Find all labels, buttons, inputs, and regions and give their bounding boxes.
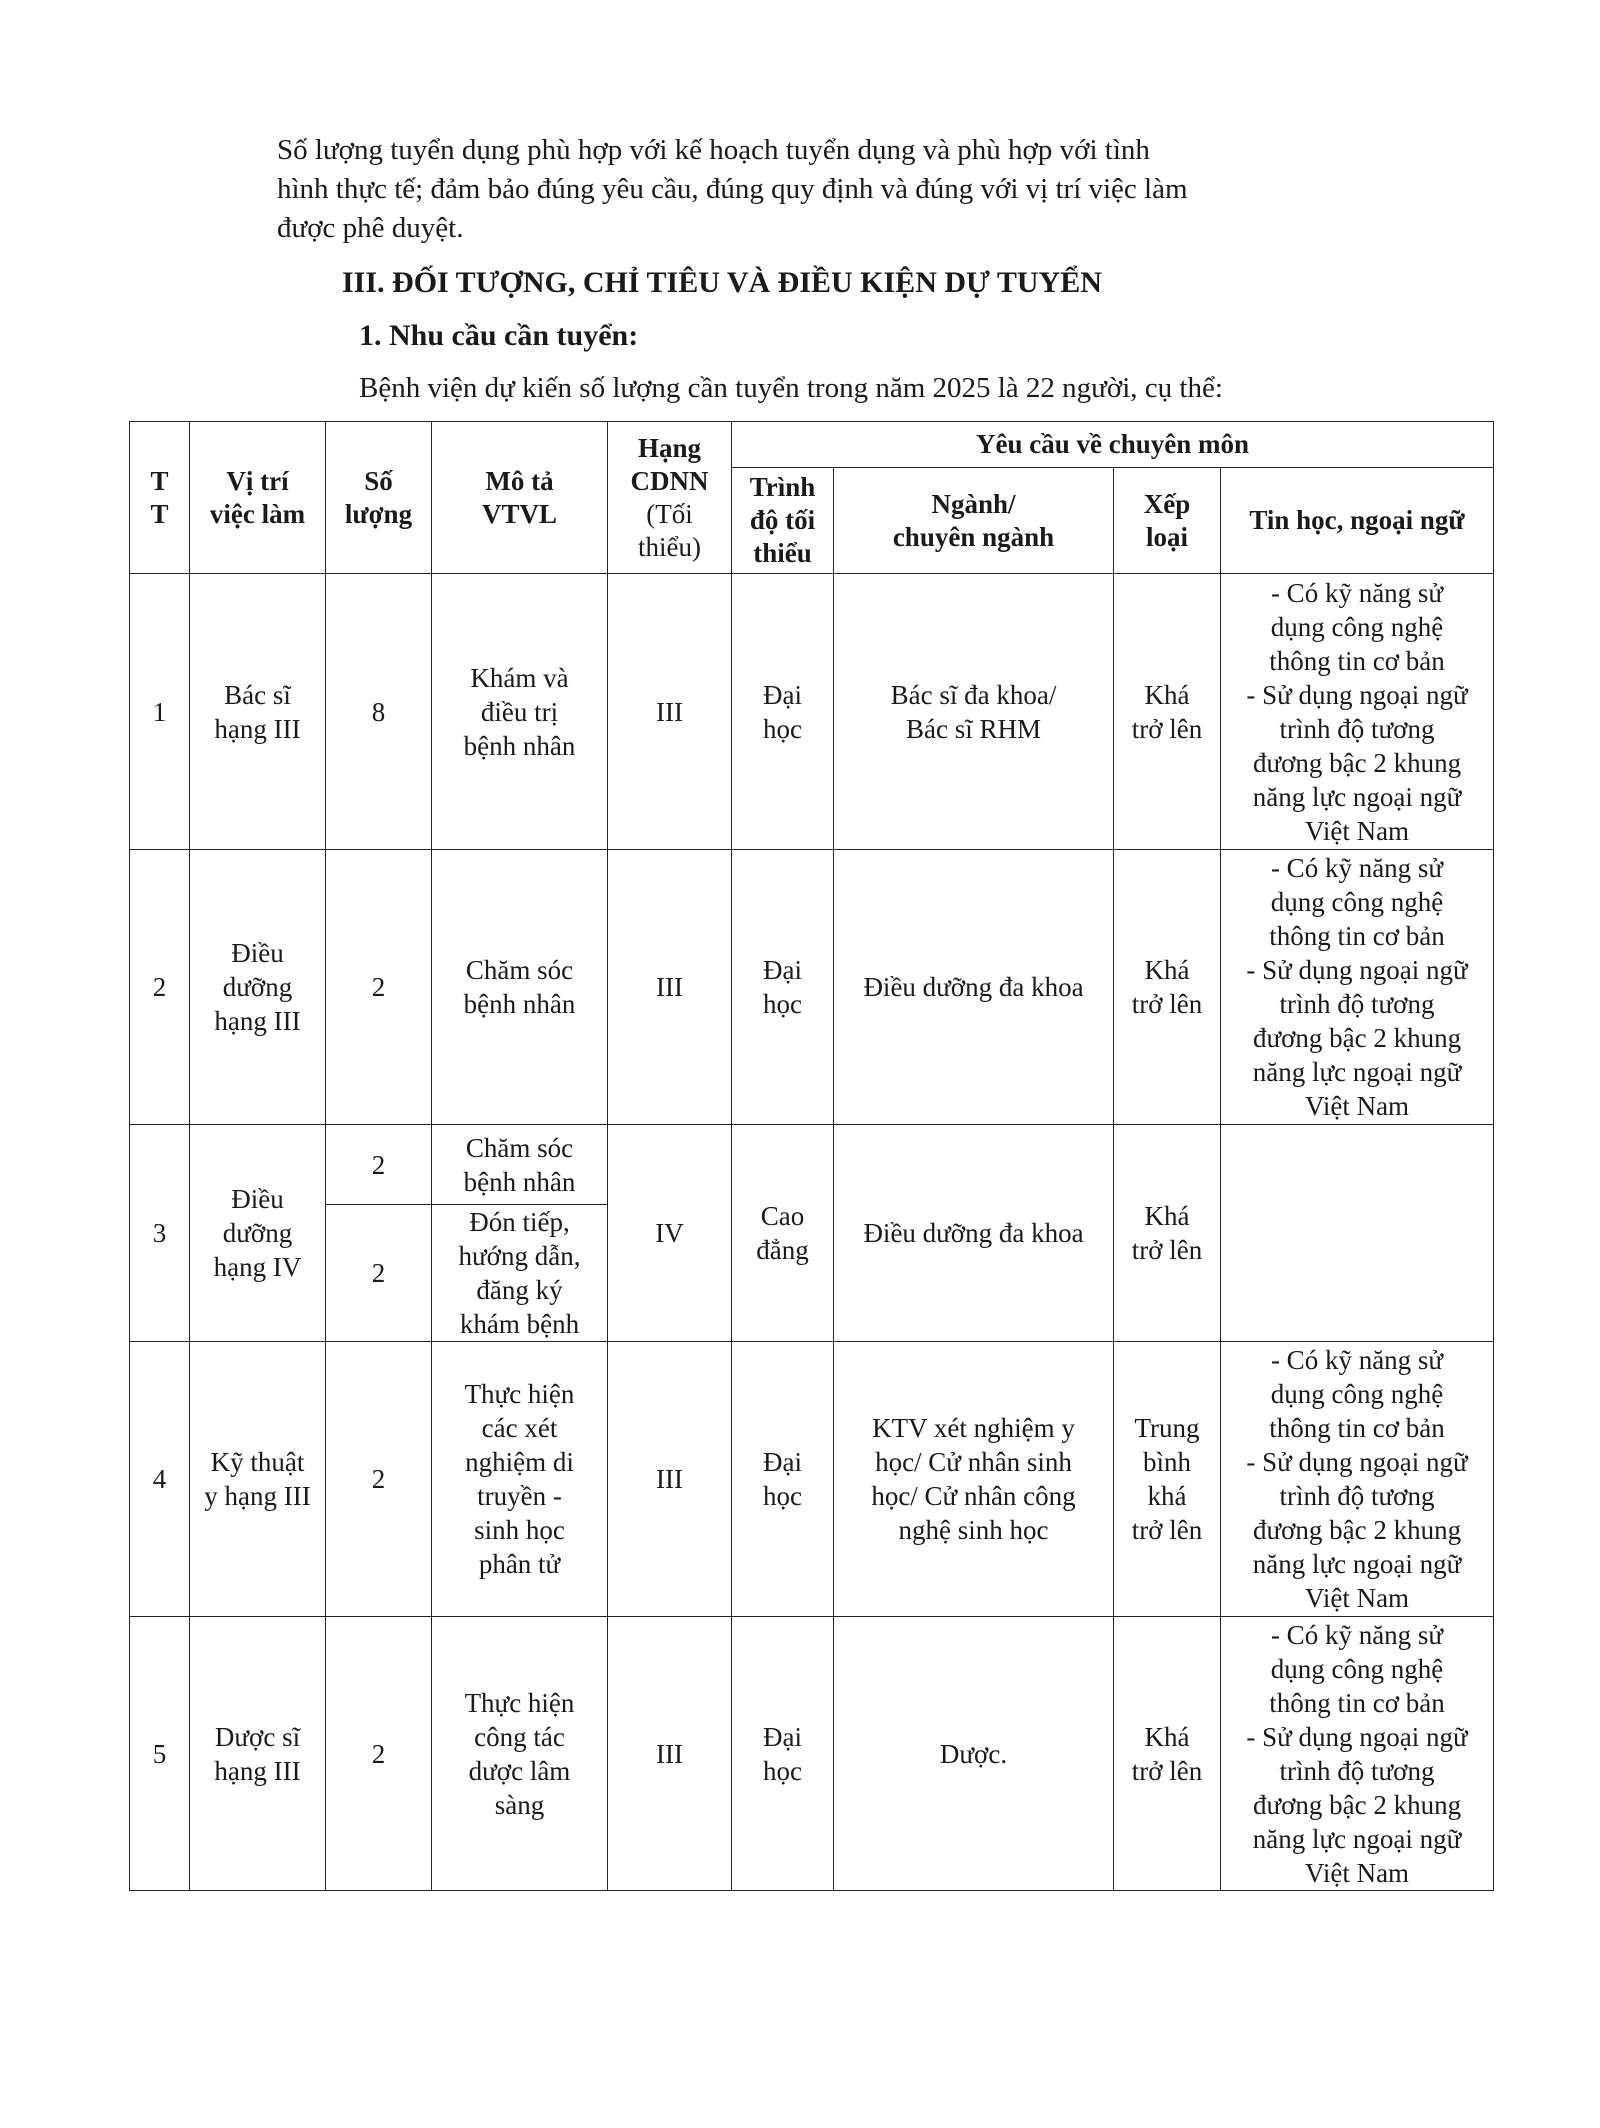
cell-level: Đại học [732, 1617, 834, 1891]
header-position: Vị trí việc làm [190, 422, 326, 574]
cell-description: Chăm sóc bệnh nhân [432, 850, 608, 1125]
header-it-language: Tin học, ngoại ngữ [1221, 468, 1494, 574]
cell-description: Đón tiếp, hướng dẫn, đăng ký khám bệnh [432, 1205, 608, 1342]
recruitment-table [129, 421, 1494, 1891]
table-row [130, 574, 1494, 850]
cell-position: Kỹ thuật y hạng III [190, 1342, 326, 1617]
cell-it-language: - Có kỹ năng sử dụng công nghệ thông tin cơ bản - Sử dụng ngoại ngữ trình độ tương đương bậc 2 khung năng lực ngoại ngữ Việt Nam [1221, 850, 1494, 1125]
cell-description: Thực hiện công tác dược lâm sàng [432, 1617, 608, 1891]
cell-rank: III [608, 574, 732, 850]
header-quantity: Số lượng [326, 422, 432, 574]
table-row [130, 850, 1494, 1125]
cell-position: Bác sĩ hạng III [190, 574, 326, 850]
cell-position: Điều dưỡng hạng III [190, 850, 326, 1125]
table-row [130, 1125, 1494, 1205]
table-row [130, 1342, 1494, 1617]
subsection-heading: 1. Nhu cầu cần tuyển: [359, 319, 639, 352]
cell-quantity: 2 [326, 1205, 432, 1342]
cell-rank: IV [608, 1125, 732, 1342]
cell-grade: Khá trở lên [1114, 574, 1221, 850]
cell-rank: III [608, 1617, 732, 1891]
cell-tt: 4 [130, 1342, 190, 1617]
cell-level: Đại học [732, 574, 834, 850]
table-row [130, 1617, 1494, 1891]
table-header [130, 422, 1494, 574]
cell-grade: Khá trở lên [1114, 1125, 1221, 1342]
header-requirements-group: Yêu cầu về chuyên môn [732, 422, 1494, 468]
cell-level: Đại học [732, 850, 834, 1125]
cell-tt: 2 [130, 850, 190, 1125]
cell-it-language: - Có kỹ năng sử dụng công nghệ thông tin cơ bản - Sử dụng ngoại ngữ trình độ tương đương bậc 2 khung năng lực ngoại ngữ Việt Nam [1221, 1617, 1494, 1891]
header-level: Trình độ tối thiểu [732, 468, 834, 574]
cell-grade: Trung bình khá trở lên [1114, 1342, 1221, 1617]
header-tt: T T [130, 422, 190, 574]
cell-description: Chăm sóc bệnh nhân [432, 1125, 608, 1205]
cell-position: Dược sĩ hạng III [190, 1617, 326, 1891]
cell-quantity: 2 [326, 1342, 432, 1617]
cell-grade: Khá trở lên [1114, 850, 1221, 1125]
cell-it-language [1221, 1125, 1494, 1342]
header-description: Mô tả VTVL [432, 422, 608, 574]
intro-paragraph-line-2: hình thực tế; đảm bảo đúng yêu cầu, đúng quy định và đúng với vị trí việc làm [277, 173, 1188, 205]
cell-major: Điều dưỡng đa khoa [834, 850, 1114, 1125]
lead-sentence: Bệnh viện dự kiến số lượng cần tuyển trong năm 2025 là 22 người, cụ thể: [359, 372, 1223, 404]
cell-tt: 3 [130, 1125, 190, 1342]
cell-major: KTV xét nghiệm y học/ Cử nhân sinh học/ Cử nhân công nghệ sinh học [834, 1342, 1114, 1617]
intro-paragraph-line-3: được phê duyệt. [277, 212, 464, 244]
cell-rank: III [608, 1342, 732, 1617]
cell-grade: Khá trở lên [1114, 1617, 1221, 1891]
cell-level: Cao đẳng [732, 1125, 834, 1342]
cell-rank: III [608, 850, 732, 1125]
cell-major: Điều dưỡng đa khoa [834, 1125, 1114, 1342]
cell-description: Khám và điều trị bệnh nhân [432, 574, 608, 850]
header-major: Ngành/ chuyên ngành [834, 468, 1114, 574]
cell-it-language: - Có kỹ năng sử dụng công nghệ thông tin cơ bản - Sử dụng ngoại ngữ trình độ tương đương bậc 2 khung năng lực ngoại ngữ Việt Nam [1221, 574, 1494, 850]
cell-tt: 1 [130, 574, 190, 850]
cell-quantity: 2 [326, 1617, 432, 1891]
section-heading: III. ĐỐI TƯỢNG, CHỈ TIÊU VÀ ĐIỀU KIỆN DỰ TUYỂN [342, 266, 1102, 299]
cell-position: Điều dưỡng hạng IV [190, 1125, 326, 1342]
cell-level: Đại học [732, 1342, 834, 1617]
cell-description: Thực hiện các xét nghiệm di truyền - sinh học phân tử [432, 1342, 608, 1617]
cell-quantity: 2 [326, 1125, 432, 1205]
cell-major: Dược. [834, 1617, 1114, 1891]
cell-quantity: 2 [326, 850, 432, 1125]
intro-paragraph-line-1: Số lượng tuyển dụng phù hợp với kế hoạch tuyển dụng và phù hợp với tình [277, 134, 1150, 166]
cell-major: Bác sĩ đa khoa/ Bác sĩ RHM [834, 574, 1114, 850]
cell-it-language: - Có kỹ năng sử dụng công nghệ thông tin cơ bản - Sử dụng ngoại ngữ trình độ tương đương bậc 2 khung năng lực ngoại ngữ Việt Nam [1221, 1342, 1494, 1617]
header-rank: Hạng CDNN (Tối thiểu) [608, 422, 732, 574]
cell-tt: 5 [130, 1617, 190, 1891]
cell-quantity: 8 [326, 574, 432, 850]
header-grade: Xếp loại [1114, 468, 1221, 574]
